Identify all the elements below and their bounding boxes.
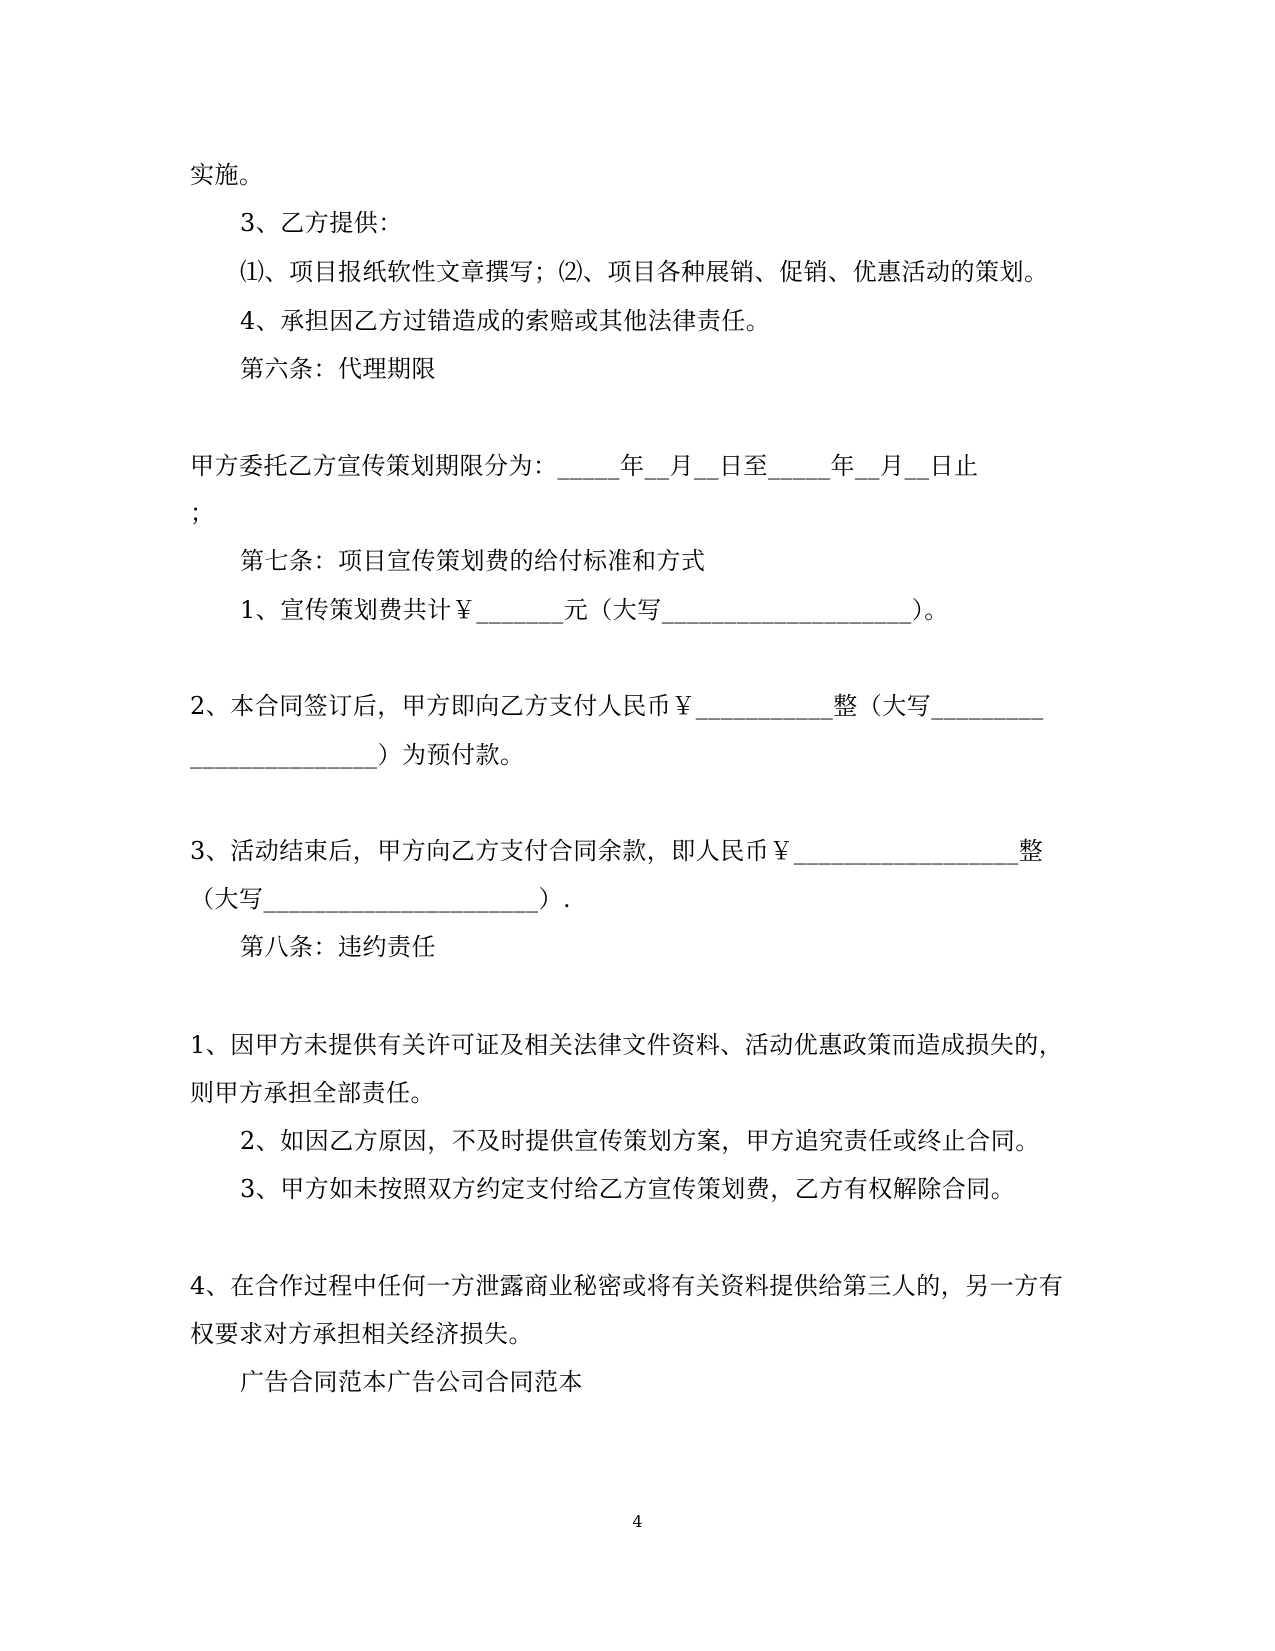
- paragraph-line: 权要求对方承担相关经济损失。: [190, 1320, 533, 1348]
- list-item: 2、如因乙方原因，不及时提供宣传策划方案，甲方追究责任或终止合同。: [240, 1127, 1040, 1155]
- paragraph-line: ；: [190, 499, 215, 527]
- paragraph-line: 1、因甲方未提供有关许可证及相关法律文件资料、活动优惠政策而造成损失的，: [190, 1031, 1064, 1059]
- list-item-heading: 3、乙方提供：: [240, 209, 403, 237]
- footer-text: 广告合同范本广告公司合同范本: [240, 1368, 583, 1396]
- section-heading: 第七条：项目宣传策划费的给付标准和方式: [240, 547, 706, 575]
- paragraph-line: 则甲方承担全部责任。: [190, 1079, 435, 1107]
- paragraph-line: 3、活动结束后，甲方向乙方支付合同余款，即人民币￥__________________整: [190, 837, 1044, 865]
- paragraph-line: _______________）为预付款。: [190, 741, 525, 769]
- section-heading: 第八条：违约责任: [240, 933, 436, 961]
- paragraph-line: 甲方委托乙方宣传策划期限分为：_____年__月__日至_____年__月__日止: [190, 452, 979, 480]
- paragraph-line: （大写______________________）.: [190, 885, 572, 913]
- list-item: ⑴、项目报纸软性文章撰写；⑵、项目各种展销、促销、优惠活动的策划。: [240, 258, 1049, 286]
- paragraph-line: 2、本合同签订后，甲方即向乙方支付人民币￥___________整（大写_________: [190, 692, 1044, 720]
- text-line: 实施。: [190, 161, 264, 189]
- paragraph-line: 4、在合作过程中任何一方泄露商业秘密或将有关资料提供给第三人的，另一方有: [190, 1272, 1064, 1300]
- list-item: 1、宣传策划费共计￥_______元（大写____________________）。: [240, 596, 949, 624]
- list-item: 4、承担因乙方过错造成的索赔或其他法律责任。: [240, 307, 771, 335]
- page-number: 4: [632, 1512, 643, 1531]
- list-item: 3、甲方如未按照双方约定支付给乙方宣传策划费，乙方有权解除合同。: [240, 1175, 1016, 1203]
- section-heading: 第六条：代理期限: [240, 355, 436, 383]
